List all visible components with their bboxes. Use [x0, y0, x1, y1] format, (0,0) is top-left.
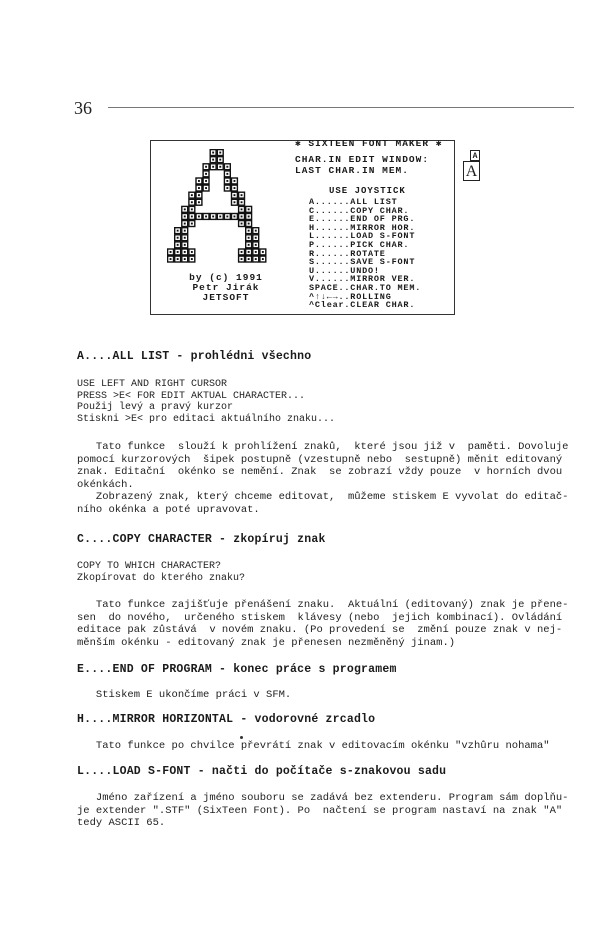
grid-cell-dot	[212, 152, 214, 154]
memory-char-box: A	[463, 161, 480, 181]
grid-cell-dot	[255, 237, 257, 239]
grid-cell-dot	[184, 208, 186, 210]
menu-item: U......UNDO!	[309, 265, 380, 276]
grid-cell-dot	[177, 258, 179, 260]
memory-label: LAST CHAR.IN MEM.	[295, 165, 409, 176]
credit-line-1: by (c) 1991	[189, 272, 263, 283]
grid-cell-dot	[184, 251, 186, 253]
grid-cell-dot	[248, 251, 250, 253]
heading-copy-character: C....COPY CHARACTER - zkopíruj znak	[77, 533, 326, 546]
grid-cell-dot	[205, 180, 207, 182]
menu-item: E......END OF PRG.	[309, 214, 416, 225]
edit-char-box: A	[470, 150, 480, 161]
grid-cell-dot	[255, 230, 257, 232]
menu-item: L......LOAD S-FONT	[309, 231, 416, 242]
grid-cell-dot	[184, 216, 186, 218]
grid-cell-dot	[212, 159, 214, 161]
grid-cell-dot	[177, 251, 179, 253]
grid-cell-dot	[205, 166, 207, 168]
edit-window-label: CHAR.IN EDIT WINDOW:	[295, 154, 430, 165]
grid-cell-dot	[191, 216, 193, 218]
menu-item: ^↑↓←→..ROLLING	[309, 291, 392, 302]
grid-cell-dot	[226, 216, 228, 218]
menu-item: R......ROTATE	[309, 248, 386, 259]
grid-cell-dot	[198, 180, 200, 182]
grid-cell-dot	[191, 194, 193, 196]
page-number: 36	[74, 98, 92, 118]
ink-speck	[240, 736, 243, 739]
char-editor-grid	[167, 149, 282, 269]
text-all-list: Tato funkce slouží k prohlížení znaků, které jsou již v paměti. Dovoluje pomocí kurzorových šipek postupně (vzestupně nebo sestupně) měnit editovaný znak. Editační okénko se nemění. Znak se zobrazí vždy pouze v horních dvou okénkách. Zobrazený znak, který chceme editovat, můžeme stiskem E vyvolat do editač- ního okénka a poté upravovat.	[77, 441, 569, 516]
prompt-all-list: USE LEFT AND RIGHT CURSOR PRESS >E< FOR EDIT AKTUAL CHARACTER... Použij levý a pravý kurzor Stiskni >E< pro editaci aktuálního znaku...	[77, 379, 336, 425]
grid-cell-dot	[219, 159, 221, 161]
menu-item: ^Clear.CLEAR CHAR.	[309, 300, 416, 311]
grid-cell-dot	[205, 216, 207, 218]
grid-cell-dot	[255, 251, 257, 253]
heading-load-s-font: L....LOAD S-FONT - načti do počítače s-znakovou sadu	[77, 765, 447, 778]
grid-cell-dot	[226, 180, 228, 182]
grid-cell-dot	[262, 258, 264, 260]
heading-end-of-program: E....END OF PROGRAM - konec práce s programem	[77, 663, 397, 676]
menu-item: V......MIRROR VER.	[309, 274, 416, 285]
program-title: ✱ SIXTEEN FONT MAKER ✱	[295, 138, 443, 149]
grid-cell-dot	[184, 230, 186, 232]
grid-cell-dot	[219, 152, 221, 154]
grid-cell-dot	[191, 223, 193, 225]
grid-cell-dot	[198, 187, 200, 189]
heading-all-list: A....ALL LIST - prohlédni všechno	[77, 350, 312, 363]
grid-cell-dot	[234, 201, 236, 203]
grid-cell-dot	[177, 244, 179, 246]
command-menu	[309, 198, 421, 310]
grid-cell-dot	[170, 251, 172, 253]
grid-cell-dot	[226, 173, 228, 175]
grid-cell-dot	[234, 194, 236, 196]
grid-cell-dot	[212, 216, 214, 218]
grid-cell-dot	[241, 251, 243, 253]
credit-line-3: JETSOFT	[202, 292, 250, 303]
grid-cell-dot	[191, 258, 193, 260]
grid-cell-dot	[198, 201, 200, 203]
grid-cell-dot	[248, 258, 250, 260]
grid-cell-dot	[212, 166, 214, 168]
grid-cell-dot	[191, 201, 193, 203]
grid-cell-dot	[170, 258, 172, 260]
grid-cell-dot	[226, 166, 228, 168]
grid-cell-dot	[248, 216, 250, 218]
grid-cell-dot	[205, 173, 207, 175]
text-copy-character: Tato funkce zajišťuje přenášení znaku. Aktuální (editovaný) znak je přene- sen do nového, určeného stiskem klávesy (nebo jejich kombinací). Ovládání editace pak zůstává v novém znaku. (Po provedení se změní pouze znak v nej- měnším okénku - editovaný znak je přenesen nezměněný jinam.)	[77, 599, 569, 649]
heading-mirror-horizontal: H....MIRROR HORIZONTAL - vodorovné zrcadlo	[77, 713, 376, 726]
grid-cell-dot	[241, 201, 243, 203]
grid-cell-dot	[248, 244, 250, 246]
credit-line-2: Petr Jirák	[192, 282, 260, 293]
menu-item: SPACE..CHAR.TO MEM.	[309, 282, 422, 293]
grid-cell-dot	[226, 187, 228, 189]
menu-item: S......SAVE S-FONT	[309, 257, 416, 268]
grid-cell-dot	[262, 251, 264, 253]
grid-cell-dot	[191, 208, 193, 210]
grid-cell-dot	[241, 216, 243, 218]
grid-cell-dot	[184, 223, 186, 225]
grid-cell-dot	[255, 258, 257, 260]
grid-cell-dot	[241, 223, 243, 225]
grid-cell-dot	[184, 237, 186, 239]
sfm-screenshot	[150, 138, 478, 315]
grid-cell-dot	[234, 216, 236, 218]
text-mirror-horizontal: Tato funkce po chvilce převrátí znak v editovacím okénku "vzhůru nohama"	[77, 740, 550, 752]
menu-item: C......COPY CHAR.	[309, 205, 410, 216]
grid-cell-dot	[241, 258, 243, 260]
menu-item: H......MIRROR HOR.	[309, 222, 416, 233]
menu-item: A......ALL LIST	[309, 197, 398, 207]
grid-cell-dot	[184, 258, 186, 260]
grid-cell-dot	[255, 244, 257, 246]
grid-cell-dot	[191, 251, 193, 253]
grid-cell-dot	[205, 187, 207, 189]
grid-cell-dot	[241, 208, 243, 210]
header-rule	[108, 107, 574, 108]
grid-cell-dot	[248, 208, 250, 210]
grid-cell-dot	[248, 237, 250, 239]
grid-cell-dot	[184, 244, 186, 246]
prompt-copy-character: COPY TO WHICH CHARACTER? Zkopírovat do kterého znaku?	[77, 561, 246, 584]
menu-item: P......PICK CHAR.	[309, 239, 410, 250]
text-load-s-font: Jméno zařízení a jméno souboru se zadává bez extenderu. Program sám doplňu- je extender ".STF" (SixTeen Font). Po načtení se program nastaví na znak "A" tedy ASCII 65.	[77, 792, 569, 829]
grid-cell-dot	[234, 187, 236, 189]
joystick-label: USE JOYSTICK	[329, 186, 406, 196]
grid-cell-dot	[219, 216, 221, 218]
grid-cell-dot	[219, 166, 221, 168]
text-end-of-program: Stiskem E ukončíme práci v SFM.	[77, 689, 292, 701]
grid-cell-dot	[177, 230, 179, 232]
grid-cell-dot	[248, 230, 250, 232]
grid-cell-dot	[248, 223, 250, 225]
grid-cell-dot	[234, 180, 236, 182]
grid-cell-dot	[198, 216, 200, 218]
grid-cell-dot	[241, 194, 243, 196]
grid-cell-dot	[177, 237, 179, 239]
grid-cell-dot	[198, 194, 200, 196]
